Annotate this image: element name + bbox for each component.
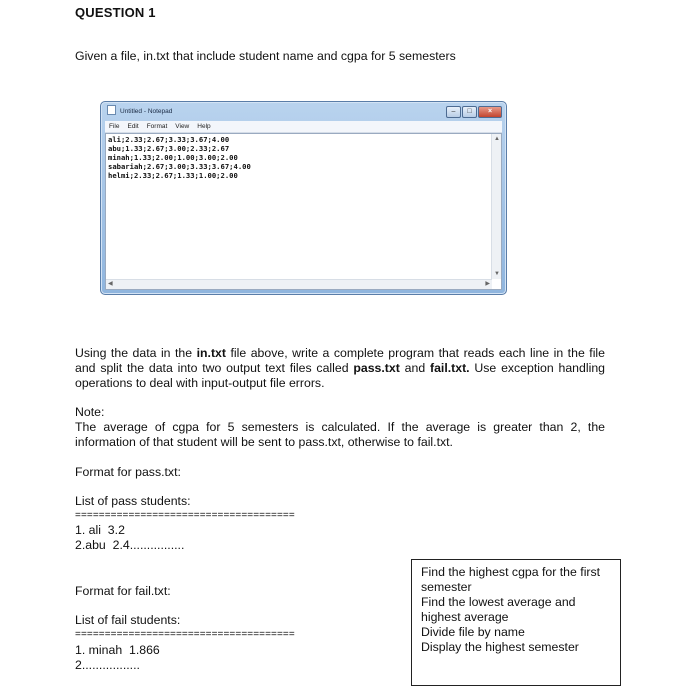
menu-help: Help bbox=[197, 123, 211, 130]
task-text: file above, write a complete program that reads each line in the file and split the data into two output text files called bbox=[75, 346, 605, 375]
notepad-line: ali;2.33;2.67;3.33;3.67;4.00 bbox=[108, 135, 230, 144]
notepad-menubar bbox=[105, 121, 502, 133]
notepad-line: helmi;2.33;2.67;1.33;1.00;2.00 bbox=[108, 171, 238, 180]
menu-file: File bbox=[109, 123, 120, 130]
fail-line-2: 2................. bbox=[75, 658, 140, 672]
fail-line-1: 1. minah 1.866 bbox=[75, 643, 160, 657]
pass-list-header: List of pass students: bbox=[75, 494, 191, 508]
note-label: Note: bbox=[75, 405, 105, 419]
notepad-icon bbox=[107, 105, 116, 115]
task-item: Divide file by name bbox=[421, 625, 525, 639]
menu-format: Format bbox=[146, 123, 168, 130]
tasks-box bbox=[411, 559, 621, 686]
notepad-line: minah;1.33;2.00;1.00;3.00;2.00 bbox=[108, 153, 238, 162]
task-paragraph bbox=[75, 346, 605, 391]
notepad-line: sabariah;2.67;3.00;3.33;3.67;4.00 bbox=[108, 162, 251, 171]
horizontal-scrollbar bbox=[106, 279, 492, 289]
pass-line-2: 2.abu 2.4................ bbox=[75, 538, 185, 552]
scroll-left-icon: ◀ bbox=[108, 281, 113, 287]
notepad-window bbox=[100, 101, 507, 295]
fail-list-header: List of fail students: bbox=[75, 613, 181, 627]
notepad-content bbox=[108, 135, 251, 180]
task-text: and bbox=[399, 361, 430, 375]
file-name-in: in.txt bbox=[196, 346, 226, 360]
notepad-text-area bbox=[105, 133, 502, 290]
task-item: Find the lowest average and highest average bbox=[421, 595, 576, 624]
task-text: Use exception handling operations to deal with input-output file errors. bbox=[75, 361, 606, 390]
question-heading: QUESTION 1 bbox=[75, 5, 156, 20]
task-text: Using the data in the bbox=[75, 346, 197, 360]
notepad-line: abu;1.33;2.67;3.00;2.33;2.67 bbox=[108, 144, 230, 153]
pass-line-1: 1. ali 3.2 bbox=[75, 523, 125, 537]
notepad-title: Untitled - Notepad bbox=[120, 108, 173, 115]
task-item: Display the highest semester bbox=[421, 640, 579, 654]
close-icon: × bbox=[478, 106, 502, 118]
file-name-fail: fail.txt. bbox=[429, 361, 470, 375]
menu-edit: Edit bbox=[127, 123, 139, 130]
fail-separator: ===================================== bbox=[75, 629, 295, 640]
scroll-up-icon: ▲ bbox=[494, 136, 500, 142]
intro-text: Given a file, in.txt that include student name and cgpa for 5 semesters bbox=[75, 49, 456, 63]
scroll-down-icon: ▼ bbox=[494, 271, 500, 277]
pass-separator: ===================================== bbox=[75, 510, 295, 521]
note-text: The average of cgpa for 5 semesters is calculated. If the average is greater than 2, the information of that student will be sent to pass.txt, otherwise to fail.txt. bbox=[75, 420, 605, 449]
task-item: Find the highest cgpa for the first semester bbox=[421, 565, 601, 594]
menu-view: View bbox=[175, 123, 190, 130]
window-controls bbox=[445, 106, 502, 117]
vertical-scrollbar bbox=[491, 134, 501, 279]
scroll-right-icon: ▶ bbox=[485, 281, 490, 287]
pass-format-label: Format for pass.txt: bbox=[75, 465, 181, 479]
file-name-pass: pass.txt bbox=[353, 361, 400, 375]
maximize-icon: □ bbox=[462, 106, 477, 118]
minimize-icon: – bbox=[446, 106, 461, 118]
fail-format-label: Format for fail.txt: bbox=[75, 584, 171, 598]
notepad-titlebar bbox=[107, 105, 502, 119]
